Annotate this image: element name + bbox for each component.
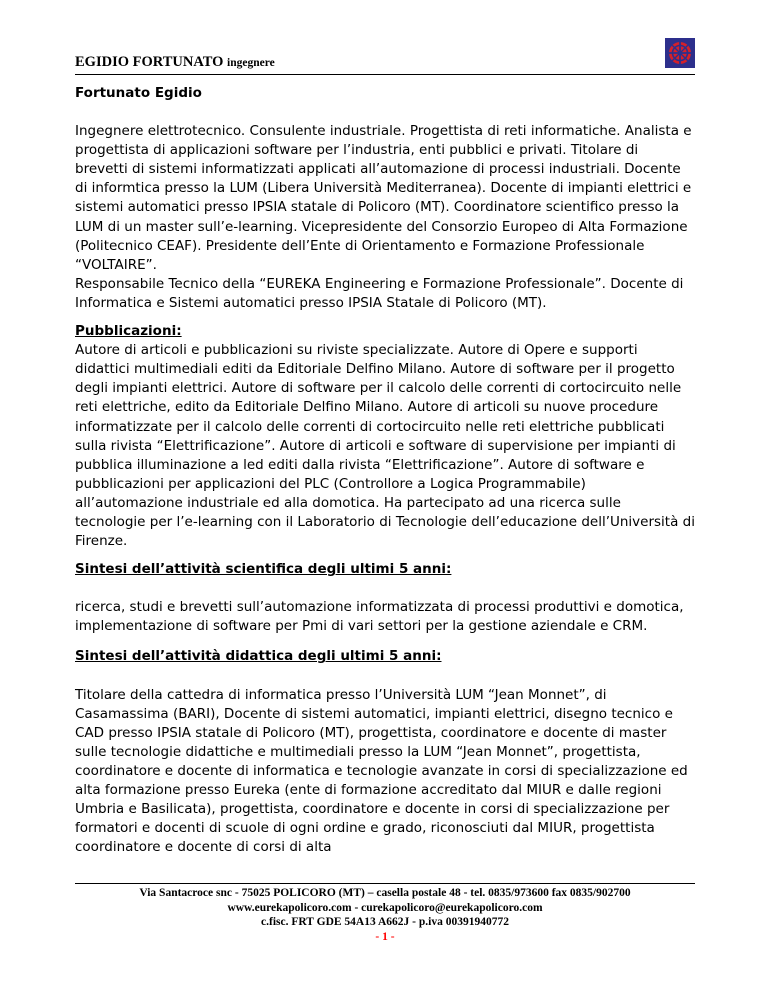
footer-web-email: www.eurekapolicoro.com - curekapolicoro@eurekapolicoro.com bbox=[227, 901, 543, 914]
scientifica-heading: Sintesi dell’attività scientifica degli ultimi 5 anni: bbox=[75, 561, 452, 578]
didattica-paragraph: Titolare della cattedra di informatica presso l’Università LUM “Jean Monnet”, di Casamassima (BARI), Docente di sistemi automatici, impianti elettrici, disegno tecnico e CAD presso IPSIA statale di Policoro (MT), progettista, coordinatore e docente di master sulle tecnologie didattiche e multimediali presso la LUM “Jean Monnet”, progettista, coordinatore e docente di informatica e tecnologie avanzate in corsi di specializzazione ed alta formazione presso Eureka (ente di formazione accreditato dal MIUR e dalle regioni Umbria e Basilicata), progettista, coordinatore e docente in corsi di specializzazione per formatori e docenti di scuole di ogni ordine e grado, riconosciuti dal MIUR, progettista coordinatore e docente di corsi di alta bbox=[75, 686, 688, 856]
footer-address: Via Santacroce snc - 75025 POLICORO (MT) – casella postale 48 - tel. 0835/973600 fax 0835/902700 bbox=[139, 887, 631, 899]
name-heading: Fortunato Egidio bbox=[75, 85, 202, 101]
scientifica-paragraph: ricerca, studi e brevetti sull’automazione informatizzata di processi produttivi e domotica, implementazione di software per Pmi di vari settori per la gestione aziendale e CRM. bbox=[75, 599, 684, 635]
header-title bbox=[75, 54, 275, 71]
page-header bbox=[75, 38, 695, 75]
footer-tax-ids: c.fisc. FRT GDE 54A13 A662J - p.iva 00391940772 bbox=[261, 916, 509, 929]
bio-paragraph: Ingegnere elettrotecnico. Consulente industriale. Progettista di reti informatiche. Analista e progettista di applicazioni software per l’industria, enti pubblici e privati. Titolare di brevetti di sistemi informatizzati applicati all’automazione di processi industriali. Docente di informtica presso la LUM (Libera Università Mediterranea). Docente di impianti elettrici e sistemi automatici presso IPSIA statale di Policoro (MT). Coordinatore scientifico presso la LUM di un master sull’e-learning. Vicepresidente del Consorzio Europeo di Alta Formazione (Politecnico CEAF). Presidente dell’Ente di Orientamento e Formazione Professionale “VOLTAIRE”. bbox=[75, 123, 692, 273]
didattica-heading: Sintesi dell’attività didattica degli ultimi 5 anni: bbox=[75, 648, 442, 665]
bio-paragraph-2: Responsabile Tecnico della “EUREKA Engineering e Formazione Professionale”. Docente di Informatica e Sistemi automatici presso IPSIA Statale di Policoro (MT). bbox=[75, 275, 684, 311]
page-footer bbox=[75, 883, 695, 944]
page-number: - 1 - bbox=[375, 930, 395, 943]
header-name: EGIDIO FORTUNATO bbox=[75, 54, 224, 70]
document-body bbox=[75, 84, 695, 857]
pubblicazioni-heading: Pubblicazioni: bbox=[75, 323, 182, 340]
pubblicazioni-paragraph: Autore di articoli e pubblicazioni su riviste specializzate. Autore di Opere e supporti didattici multimediali editi da Editoriale Delfino Milano. Autore di software per il progetto degli impianti elettrici. Autore di software per il calcolo delle correnti di cortocircuito nelle reti elettriche, edito da Editoriale Delfino Milano. Autore di articoli su nuove procedure informatizzate per il calcolo delle correnti di cortocircuito nelle reti elettriche pubblicati sulla rivista “Elettrificazione”. Autore di articoli e software di supervisione per impianti di pubblica illuminazione a led editi dalla rivista “Elettrificazione”. Autore di software e pubblicazioni per applicazioni del PLC (Controllore a Logica Programmabile) all’automazione industriale ed alla domotica. Ha partecipato ad una ricerca sulle tecnologie per l’e-learning con il Laboratorio di Tecnologie dell’educazione dell’Università di Firenze. bbox=[75, 342, 695, 550]
header-profession: ingegnere bbox=[227, 57, 275, 69]
seal-logo-icon bbox=[665, 38, 695, 68]
